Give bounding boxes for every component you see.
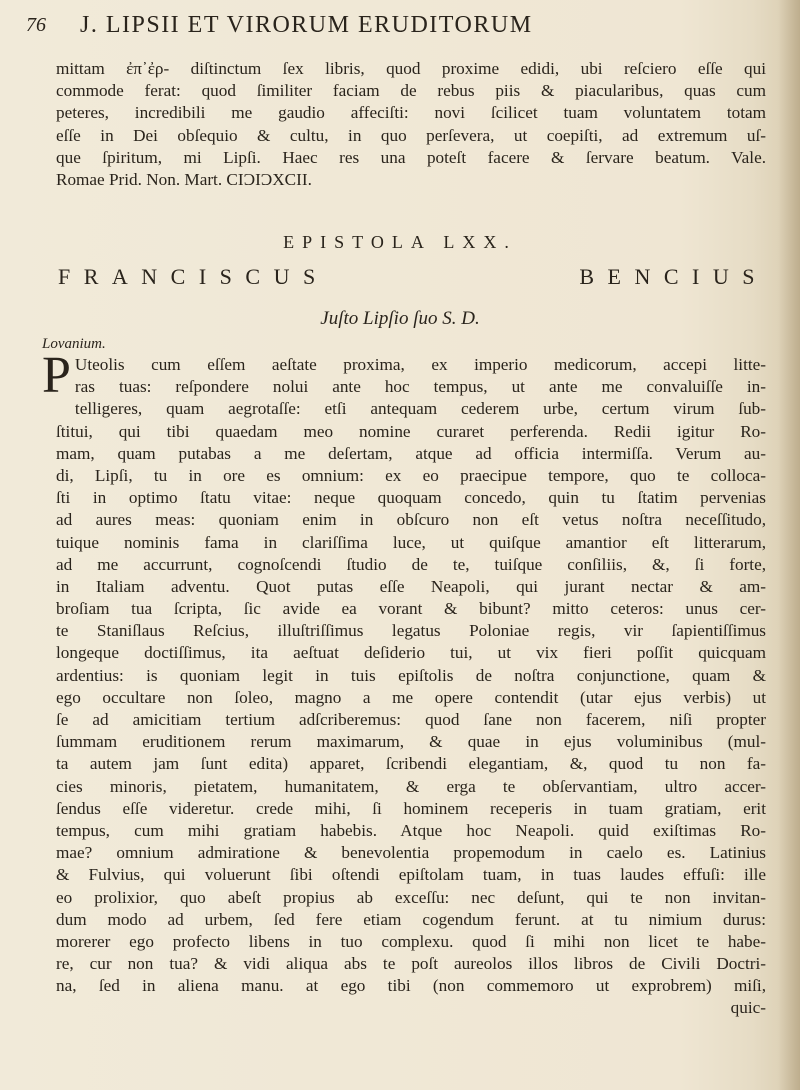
drop-cap: P (42, 347, 71, 404)
text-line: Romae Prid. Non. Mart. CIƆIƆXCII. (56, 169, 312, 189)
running-head: J. LIPSII ET VIRORUM ERUDITORUM (80, 12, 533, 38)
text-line: broſiam tua ſcripta, ſic avide ea vorant & bibunt? mitto ceteros: unus cer- (56, 599, 766, 619)
text-line: ta autem jam ſunt edita) apparet, ſcribendi elegantiam, &, quod tu non fa- (56, 754, 766, 774)
text-line: eo prolixior, quo abeſt propius ab exceſſu: nec deſunt, qui te non invitan- (56, 887, 766, 907)
text-line: ras tuas: reſpondere nolui ante hoc tempus, ut ante me convaluiſſe in- (74, 377, 766, 397)
text-line: in Italiam adventu. Quot putas eſſe Neapoli, qui jurant nectar & am- (56, 576, 766, 596)
text-line: ſti in optimo ſtatu vitae: neque quoquam concedo, quin tu ſtatim pervenias (56, 488, 766, 508)
salutation-line: Juſto Lipſio ſuo S. D. (320, 308, 480, 329)
text-line: ſe ad amicitiam tertium adſcriberemus: quod ſane non facerem, niſi propter (56, 710, 766, 729)
text-line: te Staniſlaus Reſcius, illuſtriſſimus legatus Poloniae regis, vir ſapientiſſimus (56, 621, 766, 641)
text-line: re, cur non tua? & vidi aliqua abs te poſt aureolos illos libros de Civili Doctri- (56, 954, 766, 974)
text-line: ſummam eruditionem rerum maximarum, & quae in ejus voluminibus (mul- (56, 732, 766, 752)
text-line: ad me accurrunt, cognoſcendi ſtudio de te, tuiſque conſiliis, &, ſi forte, (56, 554, 766, 574)
intro-paragraph (56, 58, 766, 191)
text-line: mittam ἐπ᾽ἐρ- diſtinctum ſex libris, quod proxime edidi, ubi reſciero eſſe qui (56, 59, 766, 78)
letter-body (42, 347, 766, 1020)
text-line: eſſe in Dei obſequio & cultu, in quo perſevera, ut coepiſti, ad extremum uſ- (56, 125, 766, 145)
text-line: que ſpiritum, mi Lipſi. Haec res una poteſt facere & ſervare beatum. Vale. (56, 147, 766, 167)
text-line: ſtitui, qui tibi quaedam meo nomine curaret perferenda. Redii igitur Ro- (56, 421, 766, 441)
text-line: longeque doctiſſimus, ita aeſtuat deſiderio tui, ut vix fieri poſſit quicquam (56, 643, 766, 663)
text-line: mam, quam putabas a me deſertam, atque ad officia intermiſſa. Verum au- (56, 443, 766, 463)
place-line: Lovanium. (42, 336, 106, 352)
text-line: tempus, cum mihi gratiam habebis. Atque hoc Neapoli. quid exiſtimas Ro- (56, 820, 766, 840)
text-line: ardentius: is quoniam legit in tuis epiſtolis de noſtra conjunctione, quam & (56, 665, 766, 685)
page-header (26, 10, 766, 46)
text-line: di, Lipſi, tu in ore es omnium: ex eo praecipue tempore, quo te colloca- (56, 465, 766, 485)
text-line: cies minoris, pietatem, humanitatem, & erga te obſervantiam, ultro accer- (56, 776, 766, 796)
text-line: ſendus eſſe videretur. crede mihi, ſi hominem receperis in tuam gratiam, erit (56, 798, 766, 818)
text-line: peteres, incredibili me gaudio affeciſti: novi ſcilicet tuam voluntatem totam (56, 103, 766, 123)
page-number: 76 (26, 14, 46, 36)
text-line: telligeres, quam aegrotaſſe: etſi antequam cederem urbe, certum virum ſub- (74, 399, 766, 419)
catchword: quic- (730, 998, 766, 1018)
epistola-heading: EPISTOLA LXX. (283, 232, 517, 252)
text-line: mae? omnium admiratione & benevolentia propemodum in caelo es. Latinius (56, 843, 766, 863)
text-line: dum modo ad urbem, ſed fere etiam cogendum ferunt. at tu nimium durus: (56, 909, 766, 929)
text-line: Uteolis cum eſſem aeſtate proxima, ex imperio medicorum, accepi litte- (74, 355, 766, 374)
page-gutter-shadow (778, 0, 800, 1090)
author-heading: FRANCISCUS BENCIUS (58, 264, 768, 289)
text-line: commode ferat: quod ſimiliter faciam de rebus piis & piacularibus, quas cum (56, 81, 766, 101)
text-line: na, ſed in aliena manu. at ego tibi (non commemoro ut exprobrem) miſi, (56, 976, 766, 996)
text-line: tuique nominis fama in clariſſima luce, ut quiſque amantior eſt litterarum, (56, 532, 766, 552)
text-line: & Fulvius, qui voluerunt ſibi oſtendi epiſtolam tuam, in tuas laudes effuſi: ille (56, 865, 766, 885)
text-line: ad aures meas: quoniam enim in obſcuro non eſt vetus noſtra neceſſitudo, (56, 510, 766, 530)
text-line: morerer ego profecto libens in tuo complexu. quod ſi mihi non licet te habe- (56, 931, 766, 951)
text-line: ego occultare non ſoleo, magno a me opere contendit (utar ejus verbis) ut (56, 687, 766, 707)
